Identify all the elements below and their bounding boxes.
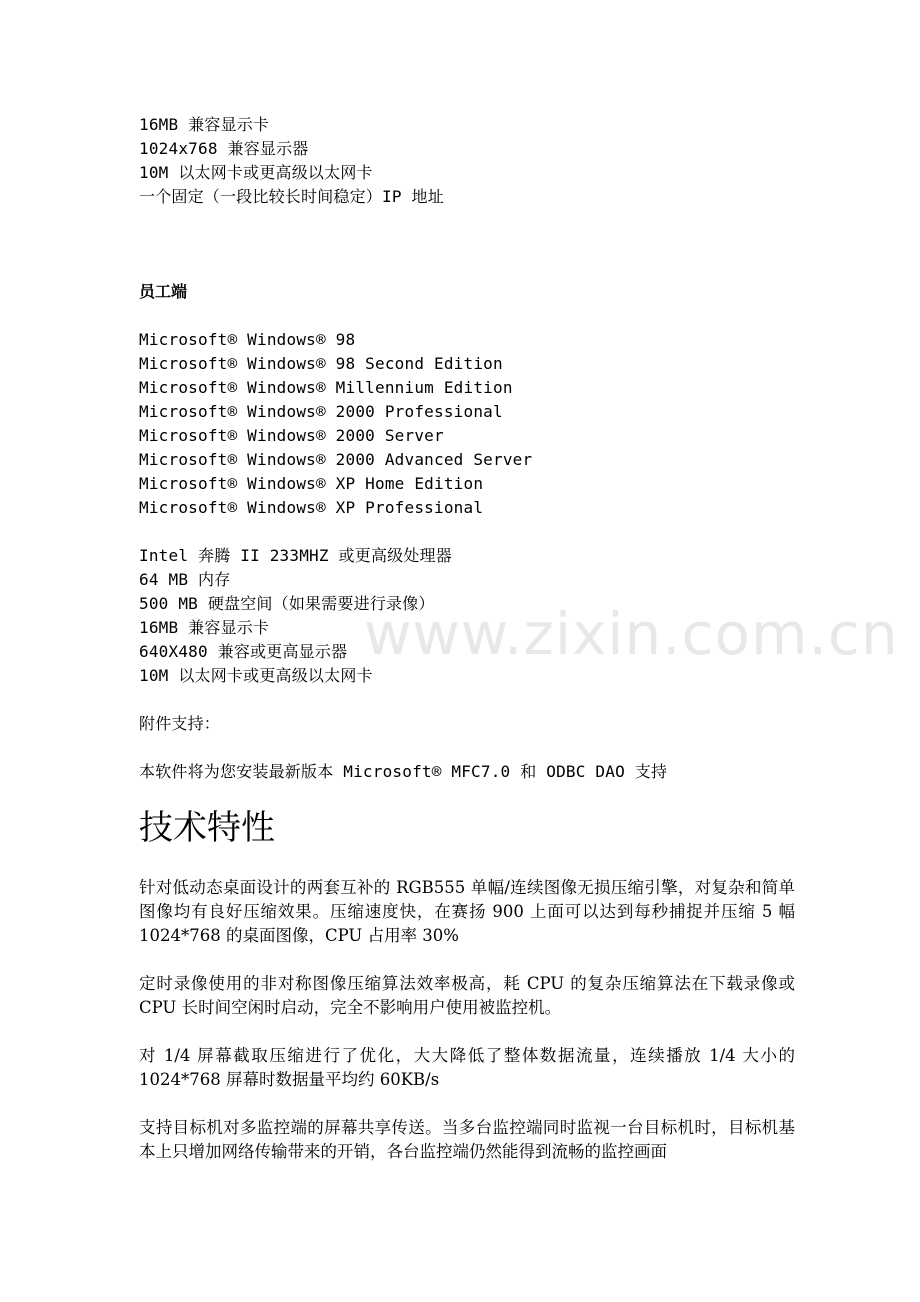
os-list-item: Microsoft® Windows® 2000 Server — [139, 426, 444, 445]
top-hardware-line: 1024x768 兼容显示器 — [139, 139, 309, 158]
os-list-item: Microsoft® Windows® 2000 Professional — [139, 402, 503, 421]
feature-paragraph: 针对低动态桌面设计的两套互补的 RGB555 单幅/连续图像无损压缩引擎，对复杂和简单图像均有良好压缩效果。压缩速度快，在赛扬 900 上面可以达到每秒捕捉并压缩 5 幅 1024*768 的桌面图像，CPU 占用率 30% — [139, 878, 795, 945]
employee-hardware-line: Intel 奔腾 II 233MHZ 或更高级处理器 — [139, 546, 452, 565]
os-list-item: Microsoft® Windows® XP Home Edition — [139, 474, 484, 493]
feature-paragraph: 支持目标机对多监控端的屏幕共享传送。当多台监控端同时监视一台目标机时，目标机基本上只增加网络传输带来的开销，各台监控端仍然能得到流畅的监控画面 — [139, 1118, 795, 1161]
top-hardware-line: 16MB 兼容显示卡 — [139, 115, 270, 134]
attachment-label: 附件支持： — [139, 714, 221, 733]
employee-hardware-line: 500 MB 硬盘空间（如果需要进行录像） — [139, 594, 435, 613]
employee-hardware-line: 640X480 兼容或更高显示器 — [139, 642, 348, 661]
features-heading: 技术特性 — [139, 808, 275, 848]
employee-hardware-line: 10M 以太网卡或更高级以太网卡 — [139, 666, 373, 685]
os-list-item: Microsoft® Windows® 2000 Advanced Server — [139, 450, 533, 469]
feature-paragraph: 定时录像使用的非对称图像压缩算法效率极高，耗 CPU 的复杂压缩算法在下载录像或 CPU 长时间空闲时启动，完全不影响用户使用被监控机。 — [139, 974, 795, 1017]
top-hardware-line: 一个固定（一段比较长时间稳定）IP 地址 — [139, 187, 444, 206]
feature-paragraph: 对 1/4 屏幕截取压缩进行了优化，大大降低了整体数据流量，连续播放 1/4 大小的 1024*768 屏幕时数据量平均约 60KB/s — [139, 1046, 795, 1089]
watermark: www.zixin.com.cn — [364, 600, 899, 668]
employee-hardware-line: 16MB 兼容显示卡 — [139, 618, 270, 637]
os-list-item: Microsoft® Windows® 98 — [139, 330, 356, 349]
os-list-item: Microsoft® Windows® Millennium Edition — [139, 378, 513, 397]
attachment-text: 本软件将为您安装最新版本 Microsoft® MFC7.0 和 ODBC DAO 支持 — [139, 762, 668, 781]
employee-section-label: 员工端 — [139, 282, 188, 301]
os-list-item: Microsoft® Windows® 98 Second Edition — [139, 354, 503, 373]
top-hardware-line: 10M 以太网卡或更高级以太网卡 — [139, 163, 373, 182]
os-list-item: Microsoft® Windows® XP Professional — [139, 498, 484, 517]
employee-hardware-line: 64 MB 内存 — [139, 570, 231, 589]
